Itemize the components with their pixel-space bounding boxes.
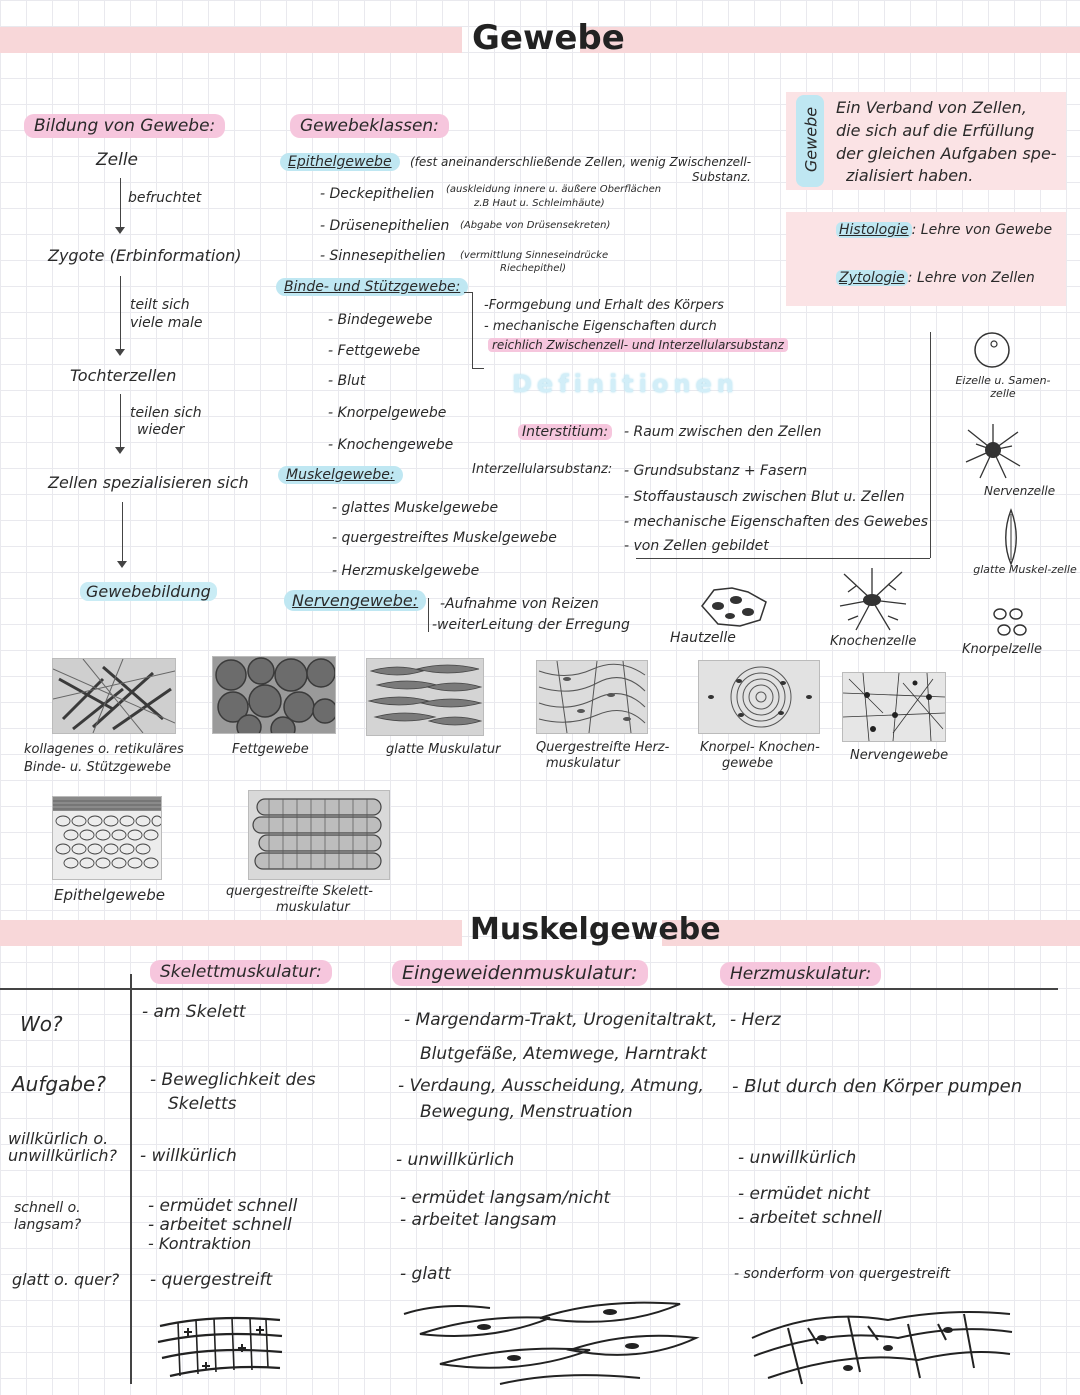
bildung-teilt-2: viele male	[130, 315, 203, 331]
epithel-note-2: Substanz.	[692, 170, 751, 184]
row-glatt-b: - glatt	[400, 1264, 451, 1284]
caption-knorpel-2: gewebe	[722, 756, 774, 771]
table-left-divider	[130, 974, 132, 1384]
row-schnell-a-2: - arbeitet schnell	[148, 1215, 292, 1235]
caption-nerven: Nervengewebe	[850, 748, 949, 763]
caption-skelett-1: quergestreifte Skelett-	[226, 884, 373, 899]
bildung-zelle: Zelle	[96, 150, 139, 170]
row-wo-b-2: Blutgefäße, Atemwege, Harntrakt	[420, 1044, 707, 1064]
caption-glatt: glatte Muskulatur	[386, 742, 501, 757]
gewebe-def-line-3: der gleichen Aufgaben spe-	[836, 144, 1057, 163]
row-willkuerlich-a: - willkürlich	[140, 1146, 237, 1166]
col-head-skelett: Skelettmuskulatur:	[150, 960, 332, 984]
epithel-item-2: - Drüsenepithelien	[320, 218, 450, 234]
binde-item-5: - Knochengewebe	[328, 437, 454, 453]
muskel-item-2: - quergestreiftes Muskelgewebe	[332, 530, 557, 546]
caption-kollagen-2: Binde- u. Stützgewebe	[24, 760, 171, 775]
epithel-label: Epithelgewebe	[280, 153, 400, 171]
eizelle-caption: Eizelle u. Samen-zelle	[955, 374, 1051, 400]
arrow-4	[122, 502, 123, 562]
binde-note-3: reichlich Zwischenzell- und Interzellularsubstanz	[488, 338, 788, 352]
binde-item-4: - Knorpelgewebe	[328, 405, 447, 421]
row-q-glatt: glatt o. quer?	[12, 1270, 120, 1289]
nerven-bracket	[428, 598, 429, 632]
histologie-label: Histologie	[836, 222, 912, 238]
row-aufgabe-b-2: Bewegung, Menstruation	[420, 1102, 633, 1122]
binde-item-2: - Fettgewebe	[328, 343, 421, 359]
bildung-heading: Bildung von Gewebe:	[24, 114, 225, 138]
histologie-line: Histologie : Lehre von Gewebe	[836, 222, 1052, 238]
epithel-item-3-note-2: Riechepithel)	[500, 263, 567, 274]
bildung-teilen-2: wieder	[137, 422, 185, 438]
glatte-muskelzelle-caption: glatte Muskel-zelle	[973, 563, 1077, 576]
caption-epithel: Epithelgewebe	[54, 886, 165, 904]
binde-bracket	[472, 292, 473, 368]
row-wo-c: - Herz	[730, 1010, 781, 1030]
nervenzelle-icon	[958, 420, 1028, 480]
arrow-1	[120, 178, 121, 228]
bildung-zygote: Zygote (Erbinformation)	[48, 246, 242, 265]
interzell-item-1: - Grundsubstanz + Fasern	[624, 463, 808, 479]
interzell-item-4: - von Zellen gebildet	[624, 538, 769, 554]
skelett-muscle-drawing	[152, 1306, 292, 1386]
row-willkuerlich-c: - unwillkürlich	[738, 1148, 857, 1168]
row-schnell-b-2: - arbeitet langsam	[400, 1210, 557, 1230]
knochenzelle-caption: Knochenzelle	[830, 634, 917, 649]
binde-bracket-bottom	[472, 368, 484, 369]
interzell-item-3: - mechanische Eigenschaften des Gewebes	[624, 514, 929, 530]
bildung-teilt-1: teilt sich	[130, 297, 190, 313]
col-head-herz: Herzmuskulatur:	[720, 962, 881, 986]
herz-muscle-drawing	[748, 1298, 1018, 1390]
table-header-line	[0, 988, 1058, 990]
row-schnell-c-2: - arbeitet schnell	[738, 1208, 882, 1228]
row-aufgabe-a-1: - Beweglichkeit des	[150, 1070, 316, 1090]
epithel-item-1: - Deckepithelien	[320, 186, 435, 202]
knorpelzelle-caption: Knorpelzelle	[962, 642, 1042, 657]
interzell-item-2: - Stoffaustausch zwischen Blut u. Zellen	[624, 489, 905, 505]
gewebe-def-line-2: die sich auf die Erfüllung	[836, 121, 1035, 140]
def-border-bottom	[636, 558, 930, 559]
photo-nerven	[842, 672, 946, 742]
muskel-item-3: - Herzmuskelgewebe	[332, 563, 480, 579]
col-head-eingeweide: Eingeweidenmuskulatur:	[392, 960, 648, 986]
row-schnell-a-1: - ermüdet schnell	[148, 1196, 298, 1216]
binde-bracket-top	[464, 292, 473, 293]
muskel-item-1: - glattes Muskelgewebe	[332, 500, 499, 516]
row-q-schnell: schnell o. langsam?	[14, 1200, 82, 1233]
photo-skelett	[248, 790, 390, 880]
row-schnell-a-3: - Kontraktion	[148, 1234, 252, 1253]
bildung-spezialisieren: Zellen spezialisieren sich	[48, 473, 249, 492]
caption-herz-1: Quergestreifte Herz-	[536, 740, 670, 755]
binde-note-2: - mechanische Eigenschaften durch	[484, 319, 717, 334]
binde-item-1: - Bindegewebe	[328, 312, 433, 328]
klassen-heading: Gewebeklassen:	[290, 114, 449, 138]
bildung-gewebebildung: Gewebebildung	[80, 582, 217, 601]
row-q-aufgabe: Aufgabe?	[12, 1072, 106, 1096]
row-willkuerlich-b: - unwillkürlich	[396, 1150, 515, 1170]
zytologie-label: Zytologie	[836, 270, 908, 286]
def-border-right	[930, 332, 931, 558]
epithel-item-1-note: (auskleidung innere u. äußere Oberflächen	[446, 184, 662, 195]
caption-knorpel-1: Knorpel- Knochen-	[700, 740, 820, 755]
photo-kollagen	[52, 658, 176, 734]
photo-glatt	[366, 658, 484, 736]
nervenzelle-caption: Nervenzelle	[984, 484, 1056, 498]
definitionen-heading: Definitionen	[512, 370, 739, 398]
row-schnell-b-1: - ermüdet langsam/nicht	[400, 1188, 611, 1208]
epithel-item-2-note: (Abgabe von Drüsensekreten)	[460, 220, 611, 231]
photo-knorpel	[698, 660, 820, 734]
bildung-befruchtet: befruchtet	[128, 190, 202, 206]
interstitium-label: Interstitium:	[518, 424, 612, 440]
photo-herz	[536, 660, 648, 734]
glatte-muskelzelle-icon	[996, 508, 1026, 566]
arrow-3	[120, 394, 121, 448]
binde-item-3: - Blut	[328, 373, 366, 389]
interstitium-text: - Raum zwischen den Zellen	[624, 424, 822, 440]
knorpelzelle-icon	[990, 604, 1030, 638]
zytologie-line: Zytologie : Lehre von Zellen	[836, 270, 1035, 286]
binde-label: Binde- und Stützgewebe:	[276, 278, 468, 296]
nerven-note-2: -weiterLeitung der Erregung	[432, 617, 630, 633]
muskel-banner-left	[0, 920, 462, 946]
arrow-2	[120, 276, 121, 350]
glatt-muscle-drawing	[400, 1294, 700, 1390]
photo-epithel	[52, 796, 162, 880]
row-aufgabe-c: - Blut durch den Körper pumpen	[732, 1076, 1023, 1097]
muskel-label: Muskelgewebe:	[278, 466, 403, 484]
hautzelle-caption: Hautzelle	[670, 630, 736, 646]
title-banner-left	[0, 27, 462, 53]
nerven-label: Nervengewebe:	[284, 590, 426, 611]
row-wo-b-1: - Margendarm-Trakt, Urogenitaltrakt,	[404, 1010, 718, 1030]
row-q-wo: Wo?	[20, 1012, 63, 1036]
epithel-item-3: - Sinnesepithelien	[320, 248, 446, 264]
row-aufgabe-a-2: Skeletts	[168, 1094, 237, 1114]
epithel-note: (fest aneinanderschließende Zellen, wenig Zwischenzell-	[410, 155, 752, 169]
muskel-banner-right	[662, 920, 1080, 946]
title-banner-right	[580, 27, 1080, 53]
caption-herz-2: muskulatur	[546, 756, 620, 771]
row-schnell-c-1: - ermüdet nicht	[738, 1184, 870, 1204]
epithel-item-3-note: (vermittlung Sinneseindrücke	[460, 250, 609, 261]
row-aufgabe-b-1: - Verdaung, Ausscheidung, Atmung,	[398, 1076, 704, 1096]
eizelle-icon	[970, 330, 1014, 370]
page-title: Gewebe	[472, 18, 625, 58]
bildung-tochterzellen: Tochterzellen	[70, 366, 177, 385]
caption-skelett-2: muskulatur	[276, 900, 350, 915]
row-glatt-a: - quergestreift	[150, 1270, 273, 1290]
caption-fett: Fettgewebe	[232, 742, 309, 757]
row-glatt-c: - sonderform von quergestreift	[734, 1266, 951, 1282]
caption-kollagen-1: kollagenes o. retikuläres	[24, 742, 184, 757]
interzell-label: Interzellularsubstanz:	[472, 462, 613, 477]
bildung-teilen-1: teilen sich	[130, 405, 202, 421]
row-q-willkuerlich: willkürlich o. unwillkürlich?	[8, 1129, 118, 1165]
hautzelle-icon	[696, 584, 772, 630]
photo-fett	[212, 656, 336, 734]
muskel-title: Muskelgewebe	[470, 912, 721, 947]
epithel-item-1-note-2: z.B Haut u. Schleimhäute)	[474, 198, 605, 209]
nerven-note-1: -Aufnahme von Reizen	[440, 596, 599, 612]
row-wo-a: - am Skelett	[142, 1002, 246, 1022]
knochenzelle-icon	[836, 566, 910, 634]
binde-note-1: -Formgebung und Erhalt des Körpers	[484, 298, 724, 313]
gewebe-def-line-1: Ein Verband von Zellen,	[836, 98, 1027, 117]
gewebe-vertical-label: Gewebe	[801, 106, 821, 173]
gewebe-def-line-4: zialisiert haben.	[846, 166, 974, 185]
